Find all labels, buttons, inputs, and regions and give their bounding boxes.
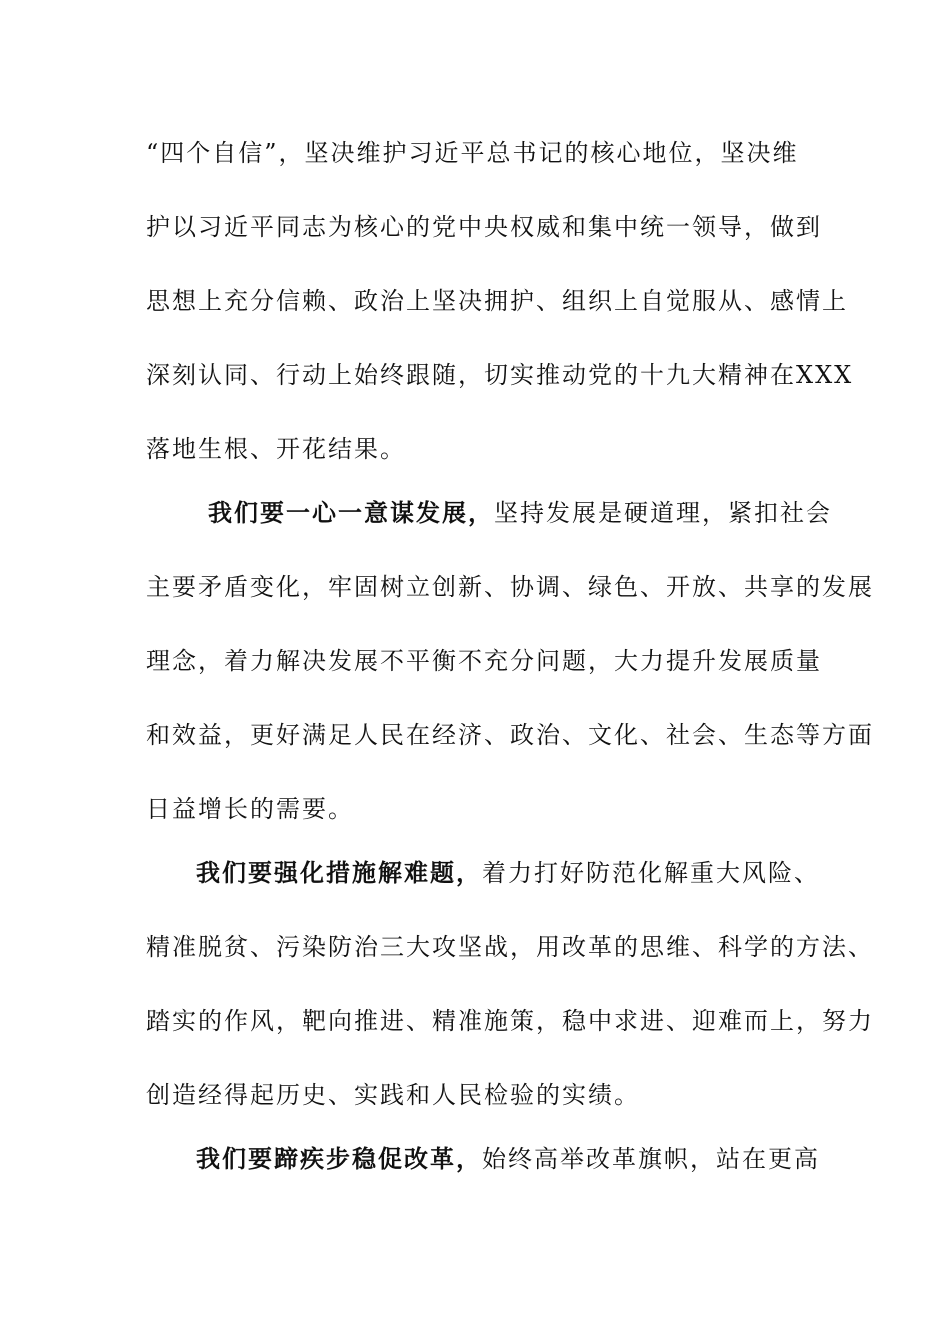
paragraph-first-line: [196, 1143, 820, 1175]
text-line: 和效益，更好满足人民在经济、政治、文化、社会、生态等方面: [146, 721, 874, 749]
text-line: 日益增长的需要。: [146, 795, 354, 823]
text-line: 深刻认同、行动上始终跟随，切实推动党的十九大精神在XXX: [146, 361, 854, 389]
text-line: “四个自信”，坚决维护习近平总书记的核心地位，坚决维: [146, 139, 799, 167]
paragraph-text: 着力打好防范化解重大风险、: [482, 859, 820, 887]
text-line: 主要矛盾变化，牢固树立创新、协调、绿色、开放、共享的发展: [146, 573, 874, 601]
paragraph-first-line: [196, 857, 820, 889]
paragraph-text: 始终高举改革旗帜，站在更高: [482, 1145, 820, 1173]
text-line: 踏实的作风，靶向推进、精准施策，稳中求进、迎难而上，努力: [146, 1007, 874, 1035]
paragraph-lead: 我们要强化措施解难题，: [196, 859, 482, 887]
paragraph-first-line: [208, 497, 832, 529]
text-line: 落地生根、开花结果。: [146, 435, 406, 463]
text-line: 理念，着力解决发展不平衡不充分问题，大力提升发展质量: [146, 647, 822, 675]
text-line: 创造经得起历史、实践和人民检验的实绩。: [146, 1081, 640, 1109]
paragraph-lead: 我们要蹄疾步稳促改革，: [196, 1145, 482, 1173]
text-line: 精准脱贫、污染防治三大攻坚战，用改革的思维、科学的方法、: [146, 933, 874, 961]
paragraph-lead: 我们要一心一意谋发展，: [208, 499, 494, 527]
text-line: 护以习近平同志为核心的党中央权威和集中统一领导，做到: [146, 213, 822, 241]
text-line: 思想上充分信赖、政治上坚决拥护、组织上自觉服从、感情上: [146, 287, 848, 315]
paragraph-text: 坚持发展是硬道理，紧扣社会: [494, 499, 832, 527]
